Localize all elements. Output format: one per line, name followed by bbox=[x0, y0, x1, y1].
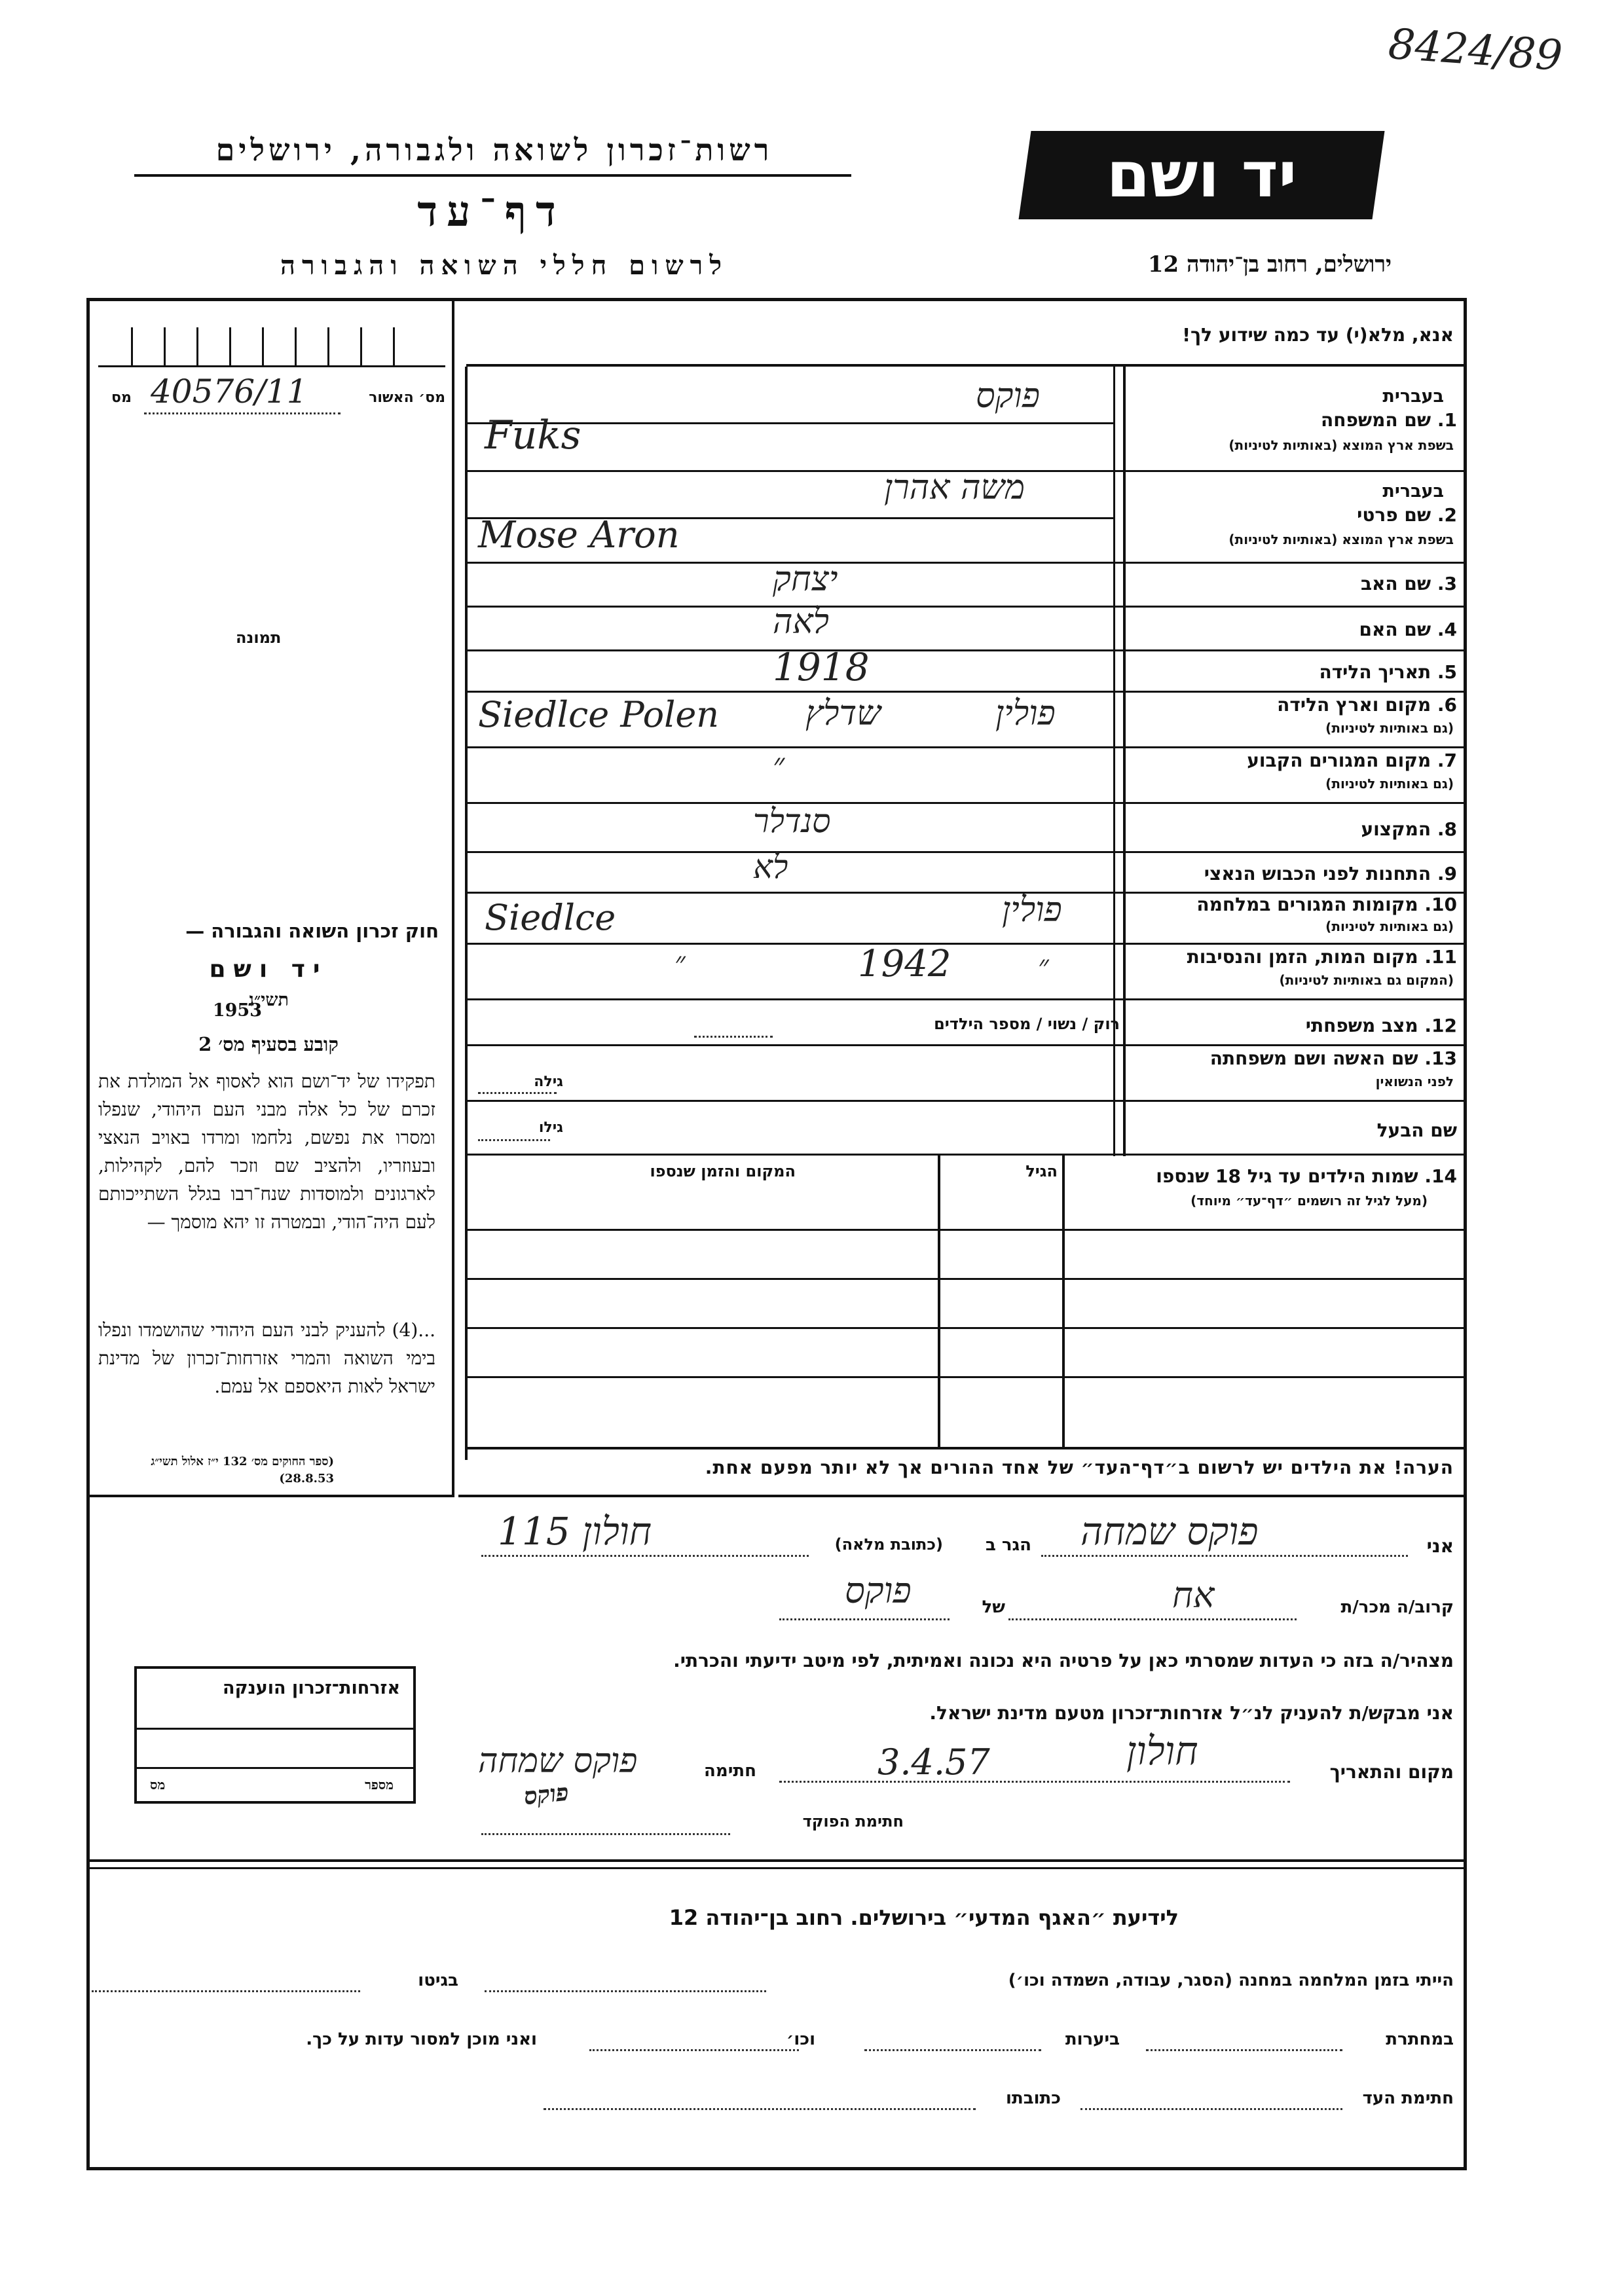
declarant-address[interactable]: חולון 115 bbox=[498, 1509, 652, 1554]
children-sub: (מעל לגיל זה רושמים ״דף־עד״ מיוחד) bbox=[1190, 1193, 1428, 1209]
left-panel-right-border bbox=[452, 298, 454, 1496]
law-clause: קובע בסעיף מס׳ 2 bbox=[198, 1033, 339, 1055]
form-subtitle: לרשום חללי השואה והגבורה bbox=[280, 250, 729, 281]
law-text-2: ...(4) להעניק לבני העם היהודי שהושמדו ונפלו בימי השואה והמרי אזרחות־זכרון של מדינת ישראל לאות היאספם אל עמם. bbox=[98, 1319, 435, 1397]
relation[interactable]: אח bbox=[1172, 1575, 1215, 1616]
field13-label-text: שם האשה ושם משפחתה bbox=[1209, 1048, 1418, 1069]
field11-label-text: מקום המות, הזמן והנסיבות bbox=[1187, 946, 1418, 968]
field3-num: 3. bbox=[1437, 573, 1457, 594]
field3-label bbox=[1361, 573, 1457, 594]
place-date-label: מקום והתאריך bbox=[1329, 1761, 1454, 1783]
label-col-border bbox=[1123, 364, 1126, 1156]
of-name[interactable]: פוקס bbox=[845, 1570, 912, 1611]
field5-label-text: תאריך הלידה bbox=[1319, 661, 1431, 683]
field12-label-text: מצב משפחתי bbox=[1305, 1015, 1418, 1036]
address: ירושלים, רחוב בן־יהודה 12 bbox=[1147, 251, 1392, 278]
field11-value[interactable]: 1942 bbox=[858, 943, 951, 985]
certificate-no-label: מס bbox=[150, 1777, 166, 1793]
approval-number: 40576/11 bbox=[151, 373, 308, 410]
relation-label: קרוב/ה מכר/ת bbox=[1340, 1597, 1454, 1617]
field7-label bbox=[1247, 750, 1457, 771]
place[interactable]: חולון bbox=[1126, 1728, 1198, 1774]
field6-value-latin[interactable]: Siedlce Polen bbox=[478, 694, 720, 735]
footer-line3-a: חתימת העד bbox=[1362, 2088, 1454, 2108]
field11-value-3[interactable]: ״ bbox=[1038, 949, 1049, 983]
signature-label: חתימה bbox=[704, 1761, 756, 1781]
husband-age-label: גילו bbox=[538, 1120, 563, 1136]
of-label: של bbox=[982, 1597, 1005, 1617]
form-title: דף־עד bbox=[417, 187, 565, 236]
footer-line2-a: במחתרת bbox=[1386, 2030, 1454, 2049]
field4-num: 4. bbox=[1437, 619, 1457, 640]
field2-num: 2. bbox=[1437, 504, 1457, 526]
officer-stamp: פוקס bbox=[522, 1778, 570, 1811]
archive-number: 8424/89 bbox=[1386, 20, 1564, 81]
tag-col-border bbox=[1113, 364, 1115, 1156]
field10-label-text: מקומות המגורים במלחמה bbox=[1196, 894, 1418, 915]
declarant-address-label: (כתובת מלאה) bbox=[834, 1535, 943, 1554]
children-place-header: המקום והזמן שנספו bbox=[650, 1162, 796, 1180]
approval-label: מס׳ האשור bbox=[369, 390, 445, 406]
instruction-underline bbox=[466, 364, 1467, 367]
footer-line1-a: הייתי בזמן המלחמה במחנה (הסגר, עבודה, השמדה וכו׳) bbox=[1008, 1971, 1454, 1990]
field12-options[interactable]: רוק / נשוי / מספר הילדים bbox=[934, 1015, 1120, 1033]
field10-label bbox=[1196, 894, 1457, 915]
footer-line2-c: וכו׳ bbox=[786, 2030, 815, 2049]
field4-label-text: שם האם bbox=[1359, 619, 1431, 640]
children-label-text: שמות הילדים עד גיל 18 שנספו bbox=[1156, 1165, 1418, 1187]
field8-label-text: המקצוע bbox=[1361, 818, 1431, 840]
field2-label-text: שם פרטי bbox=[1357, 504, 1431, 526]
field12-num: 12. bbox=[1424, 1015, 1457, 1036]
field2-label bbox=[1357, 504, 1457, 526]
footer-title: לידיעת ״האגף המדעי״ בירושלים. רחוב בן־יהודה 12 bbox=[669, 1905, 1179, 1930]
law-name: יד ושם bbox=[209, 956, 328, 983]
field6-sub: (גם באותיות לטיניות) bbox=[1325, 720, 1454, 736]
law-title: חוק זכרון השואה והגבורה — bbox=[185, 920, 439, 942]
field11-num: 11. bbox=[1424, 946, 1457, 968]
field1-num: 1. bbox=[1437, 409, 1457, 431]
field9-label-text: התחנות לפני הכבוש הנאצי bbox=[1204, 863, 1431, 884]
field1-label-text: שם המשפחה bbox=[1321, 409, 1431, 431]
field12-label bbox=[1306, 1015, 1457, 1036]
field11-value-2[interactable]: ״ bbox=[674, 946, 686, 979]
law-year-hebrew: תשי״ג bbox=[248, 990, 289, 1010]
request: אני מבקש/ת להעניק לנ״ל אזרחות־זכרון מטעם מדינת ישראל. bbox=[929, 1702, 1454, 1724]
signature: פוקס שמחה bbox=[478, 1741, 638, 1781]
field13-num: 13. bbox=[1424, 1048, 1457, 1069]
field4-value[interactable]: לאה bbox=[773, 602, 829, 642]
footer-line1-b: בגיטו bbox=[418, 1971, 458, 1990]
certificate-number-label: מספר bbox=[365, 1777, 394, 1793]
field13-sub: לפני הנשואין bbox=[1375, 1074, 1454, 1089]
photo-label: תמונה bbox=[236, 629, 282, 647]
field6-label-text: מקום וארץ הלידה bbox=[1277, 694, 1431, 716]
field5-label bbox=[1319, 661, 1457, 683]
field6-value-hebrew-2[interactable]: פולין bbox=[995, 694, 1056, 733]
declarant-name[interactable]: פוקס שמחה bbox=[1080, 1509, 1259, 1554]
declarant-resides-label: הגר ב bbox=[985, 1535, 1031, 1555]
footer-line2-d: ואני מוכן למסור עדות על כך. bbox=[306, 2030, 537, 2049]
logo-text: יד ושם bbox=[1106, 138, 1297, 211]
note: הערה! את הילדים יש לרשום ב״דף־העד״ של אחד ההורים אך לא יותר מפעם אחת. bbox=[705, 1457, 1454, 1478]
field11-sub: (המקום גם באותיות לטיניות) bbox=[1279, 972, 1454, 988]
field8-num: 8. bbox=[1437, 818, 1457, 840]
field1-label bbox=[1321, 409, 1457, 431]
declaration: מצהיר/ה בזה כי העדות שמסרתי כאן על פרטיה היא נכונה ואמיתית, לפי מיטב ידיעתי והכרתי. bbox=[673, 1650, 1454, 1671]
field3-value[interactable]: יצחק bbox=[773, 560, 838, 599]
top-instruction: אנא, מלא(י) עד כמה שידוע לך! bbox=[1182, 324, 1454, 346]
field7-label-text: מקום המגורים הקבוע bbox=[1247, 750, 1431, 771]
field2-value-latin[interactable]: Mose Aron bbox=[478, 514, 680, 556]
field13-label bbox=[1210, 1048, 1457, 1069]
approval-no-label: מס bbox=[111, 390, 132, 406]
field8-label bbox=[1361, 818, 1457, 840]
field6-label bbox=[1277, 694, 1457, 716]
footer-line3-b: כתובתו bbox=[1006, 2088, 1061, 2108]
wife-age-label: גילה bbox=[534, 1074, 563, 1090]
field1-value-hebrew: פוקס bbox=[976, 376, 1040, 416]
field1-tag: בעברית bbox=[1382, 386, 1444, 407]
field2-value-hebrew[interactable]: משה אהרן bbox=[884, 468, 1025, 507]
field10-value-latin[interactable]: Siedlce bbox=[485, 897, 616, 938]
children-label bbox=[1156, 1165, 1457, 1187]
field7-num: 7. bbox=[1437, 750, 1457, 771]
field9-value[interactable]: לא bbox=[753, 848, 788, 886]
authority-name: רשות־זכרון לשואה ולגבורה, ירושלים bbox=[215, 132, 773, 168]
approval-number-row bbox=[98, 373, 445, 416]
left-panel-bottom-border bbox=[86, 1495, 454, 1497]
field5-num: 5. bbox=[1437, 661, 1457, 683]
field1-sub: בשפת ארץ המוצא (באותיות לטיניות) bbox=[1228, 437, 1454, 453]
law-source: (ספר החוקים מס׳ 132 י״ז אלול תשי״ג 28.8.53) bbox=[151, 1455, 334, 1485]
approval-ticks bbox=[98, 327, 445, 367]
declarant-i-label: אני bbox=[1426, 1535, 1454, 1557]
children-age-header: הגיל bbox=[1025, 1162, 1058, 1180]
field2-tag: בעברית bbox=[1382, 481, 1444, 501]
footer-line2-b: ביערות bbox=[1065, 2030, 1120, 2049]
law-year: 1953 bbox=[212, 1000, 262, 1021]
certificate-box bbox=[134, 1666, 416, 1804]
field8-value[interactable]: סנדלר bbox=[753, 802, 831, 840]
field7-sub: (גם באותיות לטיניות) bbox=[1325, 776, 1454, 792]
footer-top-border bbox=[86, 1859, 1467, 1862]
field3-label-text: שם האב bbox=[1360, 573, 1431, 594]
date[interactable]: 3.4.57 bbox=[877, 1741, 990, 1783]
field10-sub: (גם באותיות לטיניות) bbox=[1325, 919, 1454, 934]
field2-sub: בשפת ארץ המוצא (באותיות לטיניות) bbox=[1228, 532, 1454, 547]
officer-signature-label: חתימת הפוקד bbox=[802, 1812, 904, 1831]
field4-label bbox=[1359, 619, 1457, 640]
field11-label bbox=[1187, 946, 1457, 968]
yad-vashem-logo bbox=[1019, 131, 1385, 219]
field10-num: 10. bbox=[1424, 894, 1457, 915]
law-text: תפקידו של יד־ושם הוא לאסוף אל המולדת את זכרם של כל אלה מבני העם היהודי, שנפלו ומסרו את נפשם, נלחמו ומרדו באויב הנאצי ובעוזריו, ולהציב שם וזכר להם, לקהילות, לארגונים ולמוסדות שנח־רבו בגלל השתייכותם לעם היה־הודי, ובמטרה זו יהא מוסמך — bbox=[98, 1070, 435, 1233]
field6-num: 6. bbox=[1437, 694, 1457, 716]
certificate-title: אזרחות־זכרון הוענקה bbox=[223, 1678, 400, 1698]
children-num: 14. bbox=[1424, 1165, 1457, 1187]
husband-label: שם הבעל bbox=[1376, 1120, 1457, 1141]
authority-underline bbox=[134, 174, 851, 177]
field1-value-latin[interactable]: Fuks bbox=[485, 412, 581, 458]
field6-value-hebrew[interactable]: שדלץ bbox=[805, 694, 881, 733]
field9-num: 9. bbox=[1437, 863, 1457, 884]
field7-value[interactable]: ״ bbox=[773, 746, 785, 783]
field9-label bbox=[1204, 863, 1457, 884]
field10-value-hebrew[interactable]: פולין bbox=[1002, 890, 1062, 930]
field5-value[interactable]: 1918 bbox=[773, 645, 870, 689]
